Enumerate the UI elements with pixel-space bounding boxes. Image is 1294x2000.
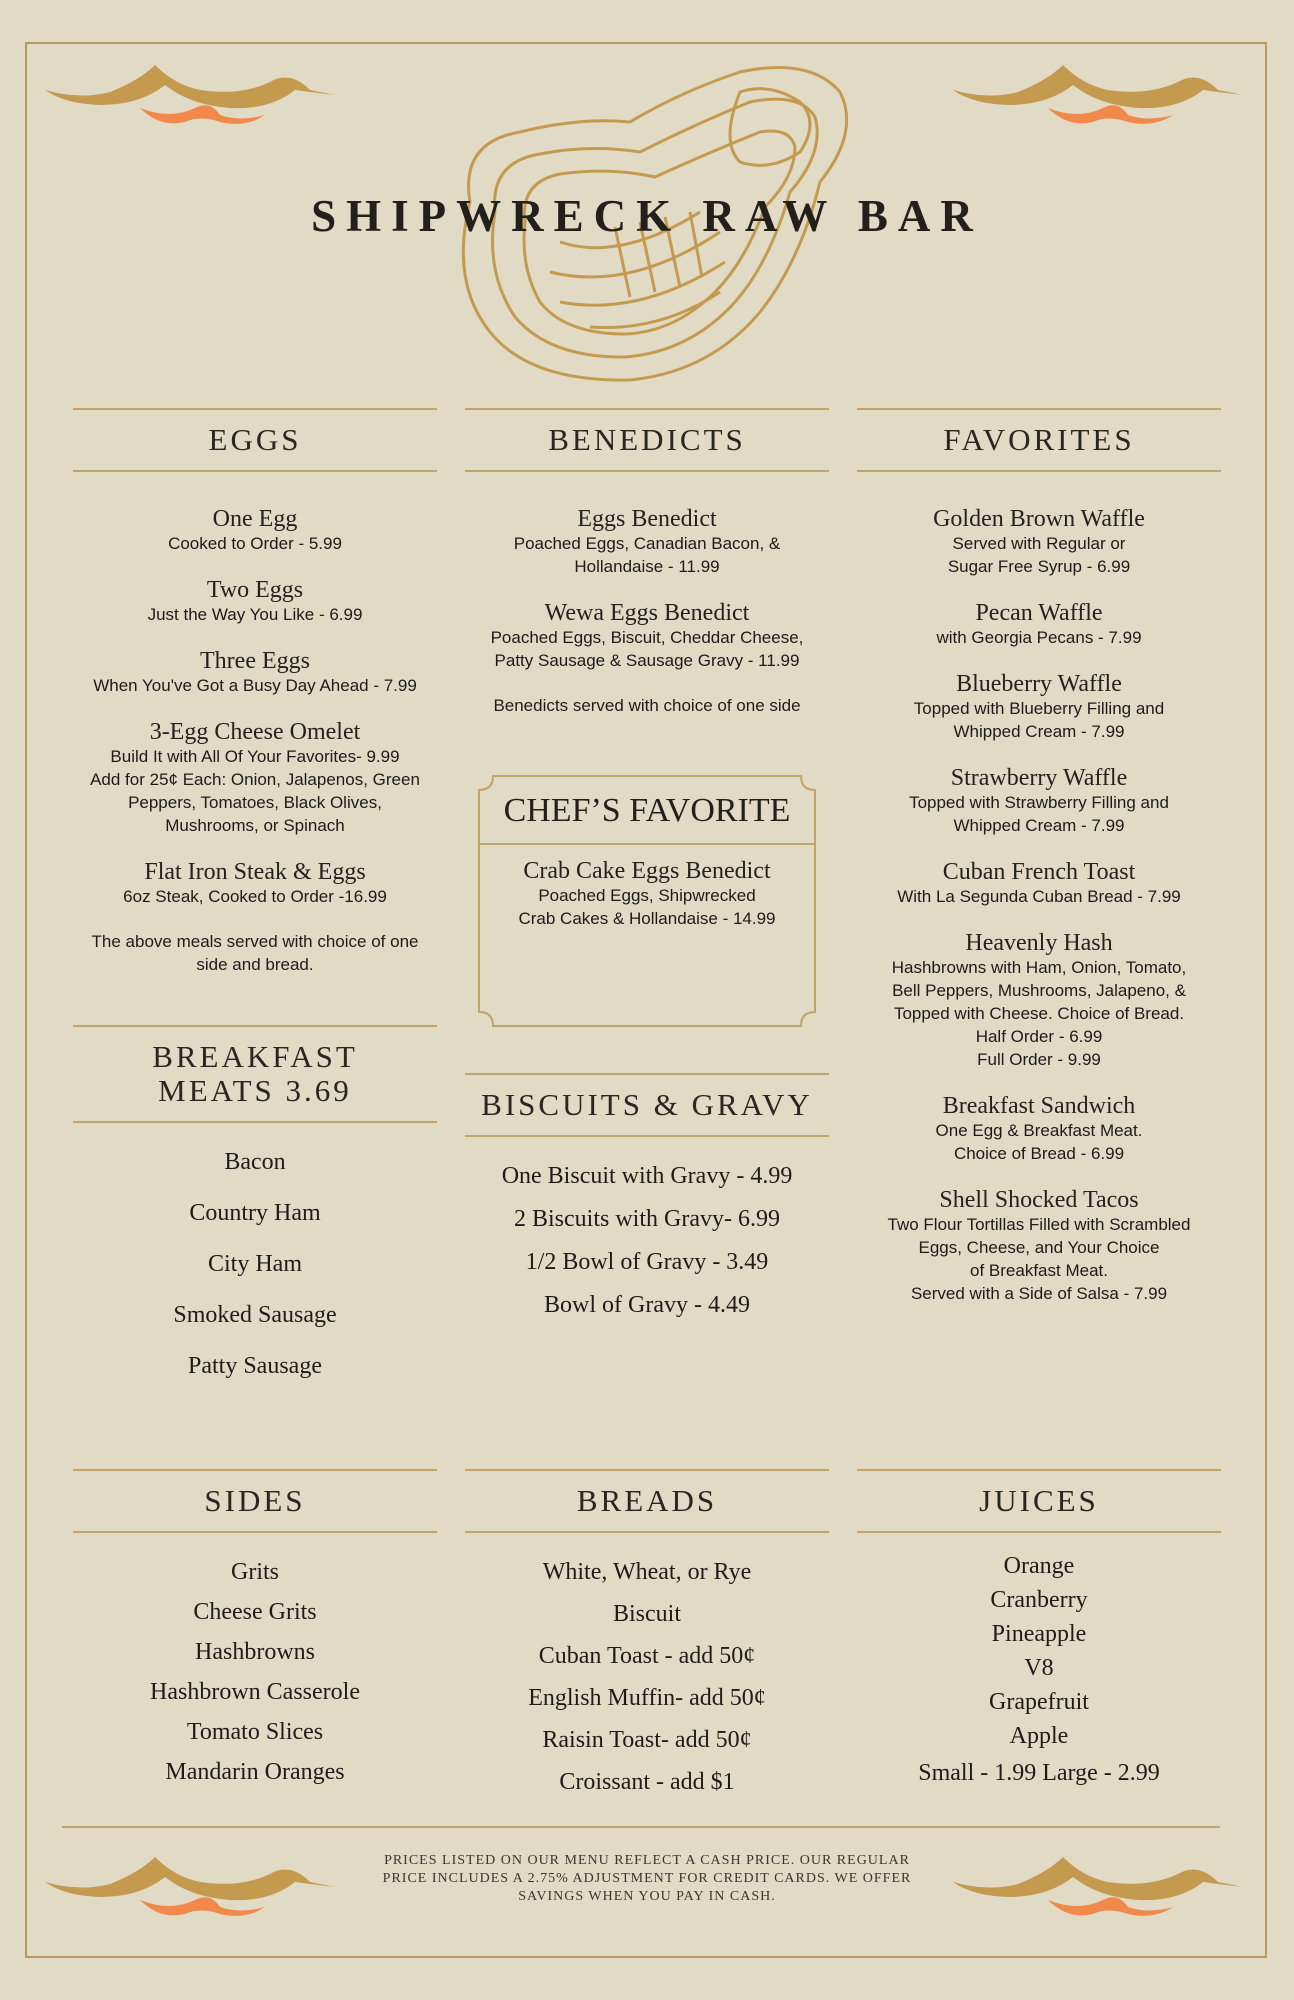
item-name: Two Eggs	[206, 577, 304, 603]
chefs-favorite-heading: CHEF’S FAVORITE	[503, 792, 791, 829]
list-item: Biscuit	[612, 1601, 681, 1627]
wave-decoration-bottom-left	[40, 1852, 340, 1922]
menu-item	[857, 765, 1221, 837]
item-name: One Egg	[212, 506, 298, 532]
list-item: Country Ham	[189, 1200, 321, 1226]
list-item: V8	[1024, 1655, 1054, 1681]
wave-decoration-top-right	[948, 60, 1248, 130]
restaurant-title: SHIPWRECK RAW BAR	[311, 191, 983, 241]
menu-item	[857, 859, 1221, 908]
item-desc: Two Flour Tortillas Filled with Scrambled Eggs, Cheese, and Your Choice of Breakfast Meat. Served with a Side of Salsa - 7.99	[887, 1215, 1191, 1303]
sides-heading: SIDES	[73, 1469, 437, 1533]
item-desc: with Georgia Pecans - 7.99	[936, 628, 1142, 647]
item-desc: 6oz Steak, Cooked to Order -16.99	[123, 887, 387, 906]
menu-item	[73, 859, 437, 908]
benedicts-heading: BENEDICTS	[465, 408, 829, 472]
menu-item	[857, 671, 1221, 743]
item-name: Blueberry Waffle	[956, 671, 1122, 697]
benedicts-note: Benedicts served with choice of one side	[493, 696, 801, 715]
item-name: Flat Iron Steak & Eggs	[144, 859, 366, 885]
list-item: 2 Biscuits with Gravy- 6.99	[514, 1206, 780, 1232]
breads-section	[465, 1469, 829, 1796]
list-item: Grapefruit	[989, 1689, 1089, 1715]
item-desc: Served with Regular or Sugar Free Syrup - 6.99	[947, 534, 1131, 576]
chefs-favorite-box	[477, 774, 817, 1028]
list-item: White, Wheat, or Rye	[542, 1559, 752, 1585]
juices-section	[857, 1469, 1221, 1787]
item-name: Heavenly Hash	[965, 930, 1113, 956]
item-name: Pecan Waffle	[975, 600, 1103, 626]
item-desc: Just the Way You Like - 6.99	[147, 605, 363, 624]
item-desc: Poached Eggs, Shipwrecked Crab Cakes & Hollandaise - 14.99	[518, 886, 776, 928]
list-item: Hashbrowns	[195, 1639, 315, 1665]
eggs-heading: EGGS	[73, 408, 437, 472]
list-item: English Muffin- add 50¢	[528, 1685, 766, 1711]
list-item: 1/2 Bowl of Gravy - 3.49	[525, 1249, 769, 1275]
sides-section	[73, 1469, 437, 1786]
eggs-section	[73, 408, 437, 976]
list-item: Bacon	[224, 1149, 286, 1175]
item-name: Wewa Eggs Benedict	[544, 600, 750, 626]
menu-item	[73, 719, 437, 837]
item-name: Shell Shocked Tacos	[939, 1187, 1139, 1213]
item-desc: Poached Eggs, Canadian Bacon, & Hollandaise - 11.99	[513, 534, 781, 576]
item-name: Breakfast Sandwich	[942, 1093, 1136, 1119]
item-desc: Build It with All Of Your Favorites- 9.99 Add for 25¢ Each: Onion, Jalapenos, Green Peppers, Tomatoes, Black Olives, Mushrooms, or Spinach	[90, 747, 420, 835]
item-desc: Cooked to Order - 5.99	[168, 534, 342, 553]
heading-line: BREAKFAST	[152, 1039, 358, 1074]
list-item: Mandarin Oranges	[165, 1759, 345, 1785]
menu-item	[857, 600, 1221, 649]
list-item: Cheese Grits	[193, 1599, 317, 1625]
list-item: Raisin Toast- add 50¢	[542, 1727, 752, 1753]
list-item: Cranberry	[990, 1587, 1088, 1613]
menu-item	[465, 600, 829, 672]
item-desc: With La Segunda Cuban Bread - 7.99	[897, 887, 1181, 906]
footer-disclaimer: PRICES LISTED ON OUR MENU REFLECT A CASH PRICE. OUR REGULAR PRICE INCLUDES A 2.75% ADJUSTMENT FOR CREDIT CARDS. WE OFFER SAVINGS WHEN YOU PAY IN CASH.	[382, 1853, 912, 1904]
wave-decoration-bottom-right	[948, 1852, 1248, 1922]
list-item: Croissant - add $1	[559, 1769, 735, 1795]
item-name: 3-Egg Cheese Omelet	[149, 719, 361, 745]
list-item: Apple	[1009, 1723, 1069, 1749]
list-item: Patty Sausage	[188, 1353, 322, 1379]
menu-item	[73, 506, 437, 555]
list-item: Hashbrown Casserole	[150, 1679, 360, 1705]
menu-item	[73, 648, 437, 697]
breakfast-meats-section	[73, 1025, 437, 1380]
item-name: Three Eggs	[200, 648, 310, 674]
item-name: Cuban French Toast	[942, 859, 1136, 885]
list-item: Orange	[1003, 1553, 1075, 1579]
footer-divider	[62, 1826, 1220, 1828]
list-item: One Biscuit with Gravy - 4.99	[501, 1163, 793, 1189]
favorites-heading: FAVORITES	[857, 408, 1221, 472]
biscuits-gravy-heading: BISCUITS & GRAVY	[465, 1073, 829, 1137]
item-name: Crab Cake Eggs Benedict	[523, 858, 771, 884]
list-item: Cuban Toast - add 50¢	[538, 1643, 756, 1669]
biscuits-gravy-section	[465, 1073, 829, 1319]
menu-item	[857, 1187, 1221, 1305]
menu-item	[477, 858, 817, 930]
list-item: Tomato Slices	[186, 1719, 324, 1745]
heading-line: MEATS 3.69	[158, 1073, 352, 1108]
list-item: Grits	[231, 1559, 279, 1585]
item-desc: When You've Got a Busy Day Ahead - 7.99	[93, 676, 417, 695]
favorites-section	[857, 408, 1221, 1327]
breakfast-meats-heading	[73, 1025, 437, 1123]
breads-heading: BREADS	[465, 1469, 829, 1533]
item-desc: Poached Eggs, Biscuit, Cheddar Cheese, Patty Sausage & Sausage Gravy - 11.99	[490, 628, 804, 670]
eggs-note: The above meals served with choice of one side and bread.	[91, 932, 419, 974]
item-desc: Hashbrowns with Ham, Onion, Tomato, Bell Peppers, Mushrooms, Jalapeno, & Topped with Cheese. Choice of Bread. Half Order - 6.99 Full Order - 9.99	[891, 958, 1187, 1069]
juice-sizes-price: Small - 1.99 Large - 2.99	[918, 1760, 1160, 1786]
menu-item	[857, 1093, 1221, 1165]
benedicts-section	[465, 408, 829, 717]
menu-item	[857, 506, 1221, 578]
item-desc: Topped with Strawberry Filling and Whipped Cream - 7.99	[909, 793, 1169, 835]
list-item: Bowl of Gravy - 4.49	[544, 1292, 750, 1318]
wave-decoration-top-left	[40, 60, 340, 130]
menu-item	[857, 930, 1221, 1071]
item-name: Strawberry Waffle	[950, 765, 1128, 791]
list-item: Pineapple	[991, 1621, 1087, 1647]
item-name: Eggs Benedict	[577, 506, 717, 532]
list-item: City Ham	[208, 1251, 302, 1277]
list-item: Smoked Sausage	[173, 1302, 337, 1328]
juices-heading: JUICES	[857, 1469, 1221, 1533]
item-name: Golden Brown Waffle	[933, 506, 1145, 532]
menu-item	[465, 506, 829, 578]
item-desc: One Egg & Breakfast Meat. Choice of Bread - 6.99	[935, 1121, 1143, 1163]
item-desc: Topped with Blueberry Filling and Whipped Cream - 7.99	[913, 699, 1165, 741]
menu-item	[73, 577, 437, 626]
